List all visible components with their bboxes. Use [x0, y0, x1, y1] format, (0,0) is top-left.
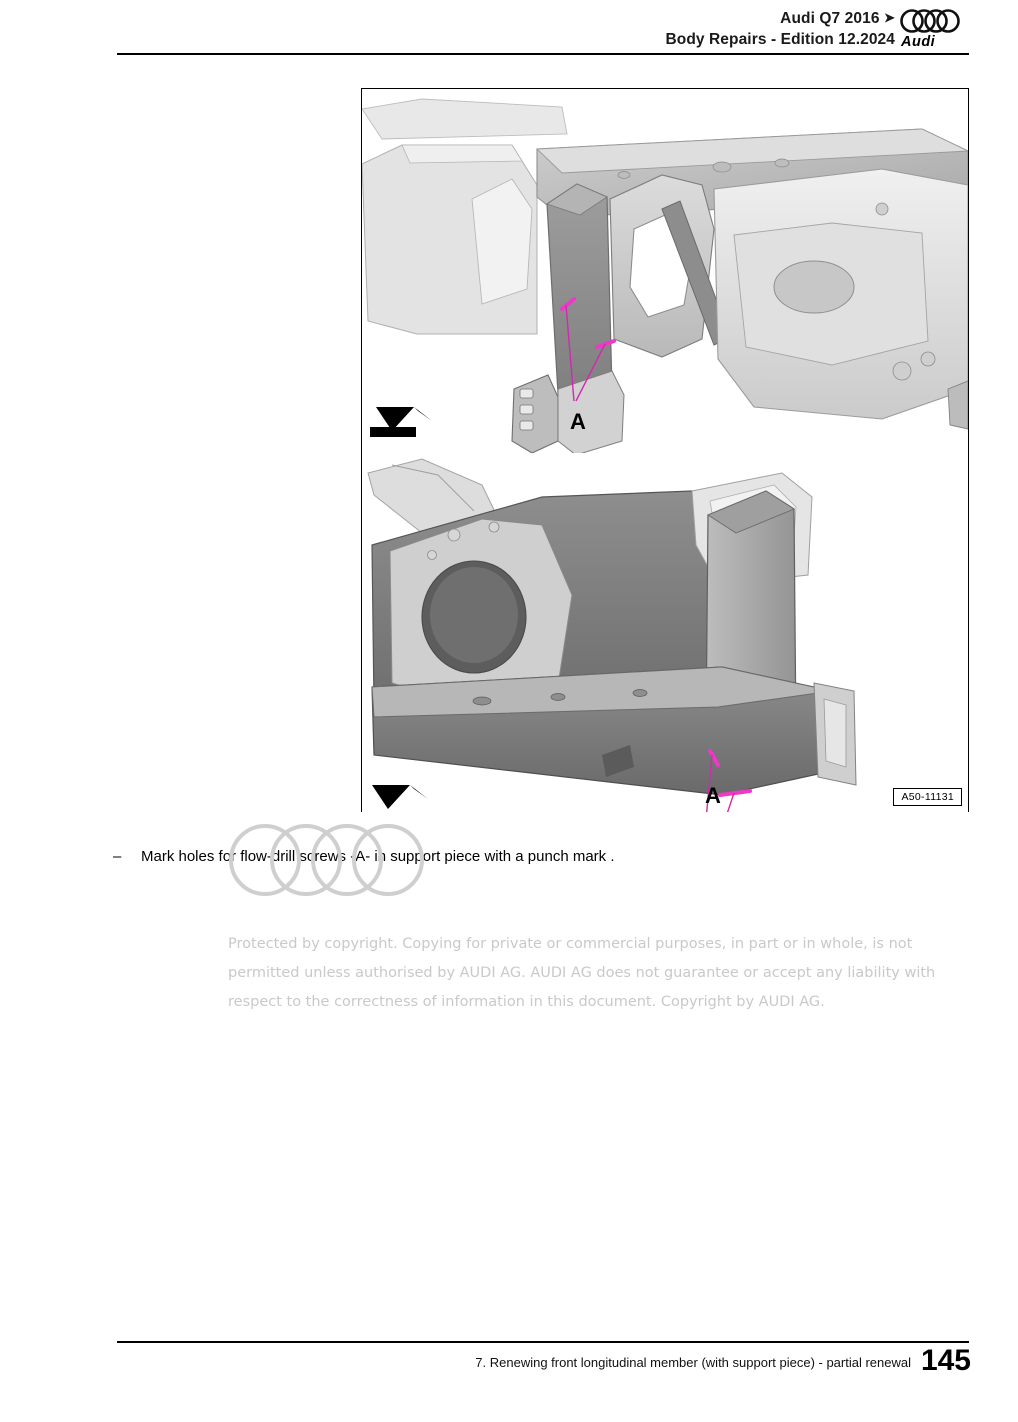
page-header — [0, 0, 1018, 60]
figure-top-view — [362, 89, 968, 454]
right-arrow-icon: ➤ — [884, 10, 895, 25]
header-model-text: Audi Q7 2016 — [780, 10, 880, 27]
instruction-step — [113, 846, 673, 868]
figure-image-code: A50-11131 — [893, 788, 962, 806]
header-divider — [117, 53, 969, 55]
footer-divider — [117, 1341, 969, 1343]
callout-label-a-top: A — [570, 409, 586, 434]
four-rings-icon — [899, 8, 973, 34]
audi-four-rings-logo — [899, 8, 973, 50]
page-number: 145 — [920, 1344, 971, 1377]
header-edition-text: Body Repairs - Edition 12.2024 — [665, 31, 895, 48]
footer-section-title: 7. Renewing front longitudinal member (with support piece) - partial renewal — [475, 1355, 911, 1370]
copyright-notice: Protected by copyright. Copying for private or commercial purposes, in part or in whole, is not permitted unless authorised by AUDI AG. AUDI AG does not guarantee or accept any liability with respect to the correctness of information in this document. Copyright by AUDI AG. — [228, 936, 936, 1010]
figure-bottom-view — [362, 455, 968, 812]
audi-wordmark: Audi — [901, 34, 936, 50]
callout-label-a-bottom: A — [705, 783, 721, 808]
instruction-bullet: – — [113, 848, 122, 865]
top-view-illustration — [362, 89, 968, 454]
header-model-line — [665, 8, 895, 29]
header-title-block — [665, 8, 895, 50]
figure-container — [361, 88, 969, 812]
bottom-view-illustration — [362, 455, 968, 812]
instruction-text: Mark holes for flow-drill screws -A- in support piece with a punch mark . — [141, 848, 615, 865]
